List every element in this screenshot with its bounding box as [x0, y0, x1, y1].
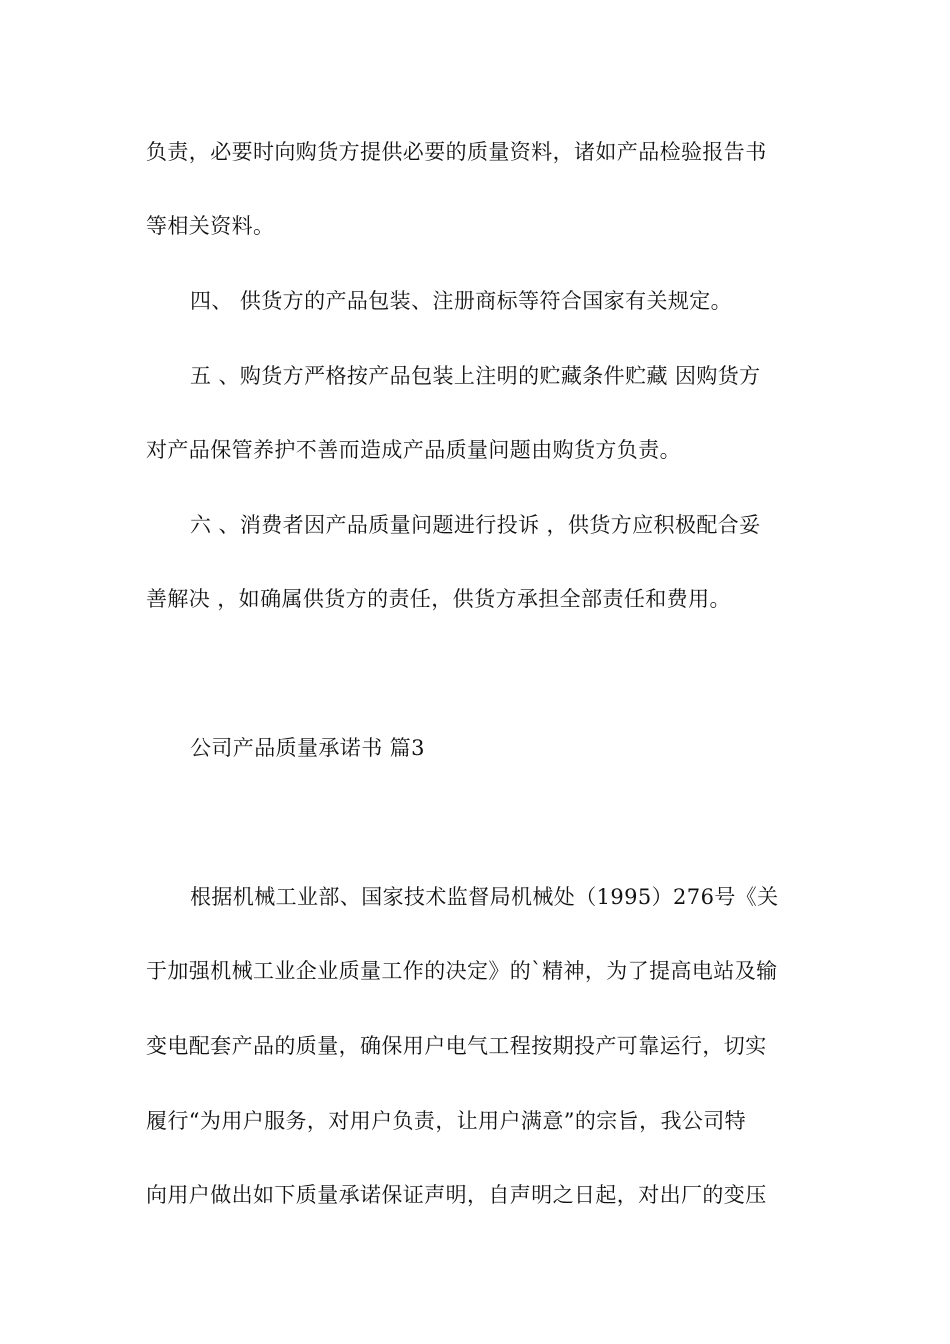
paragraph-line: 善解决 ，如确属供货方的责任，供货方承担全部责任和费用。 — [146, 587, 731, 611]
paragraph-line: 变电配套产品的质量，确保用户电气工程按期投产可靠运行，切实 — [146, 1034, 767, 1058]
paragraph-line: 根据机械工业部、国家技术监督局机械处（1995）276号《关 — [190, 885, 779, 909]
section-heading: 公司产品质量承诺书 篇3 — [190, 736, 425, 760]
paragraph-line: 四、 供货方的产品包装、注册商标等符合国家有关规定。 — [190, 289, 733, 313]
paragraph-line: 六 、消费者因产品质量问题进行投诉 ，供货方应积极配合妥 — [190, 513, 761, 537]
paragraph-line: 履行“为用户服务，对用户负责，让用户满意”的宗旨，我公司特 — [146, 1109, 747, 1133]
paragraph-line: 负责，必要时向购货方提供必要的质量资料，诸如产品检验报告书 — [146, 140, 767, 164]
paragraph-line: 五 、购货方严格按产品包装上注明的贮藏条件贮藏 因购货方 — [190, 364, 761, 388]
paragraph-line: 对产品保管养护不善而造成产品质量问题由购货方负责。 — [146, 438, 681, 462]
paragraph-line: 等相关资料。 — [146, 214, 275, 238]
paragraph-line: 向用户做出如下质量承诺保证声明，自声明之日起，对出厂的变压 — [146, 1183, 767, 1207]
paragraph-line: 于加强机械工业企业质量工作的决定》的`精神，为了提高电站及输 — [146, 959, 778, 983]
